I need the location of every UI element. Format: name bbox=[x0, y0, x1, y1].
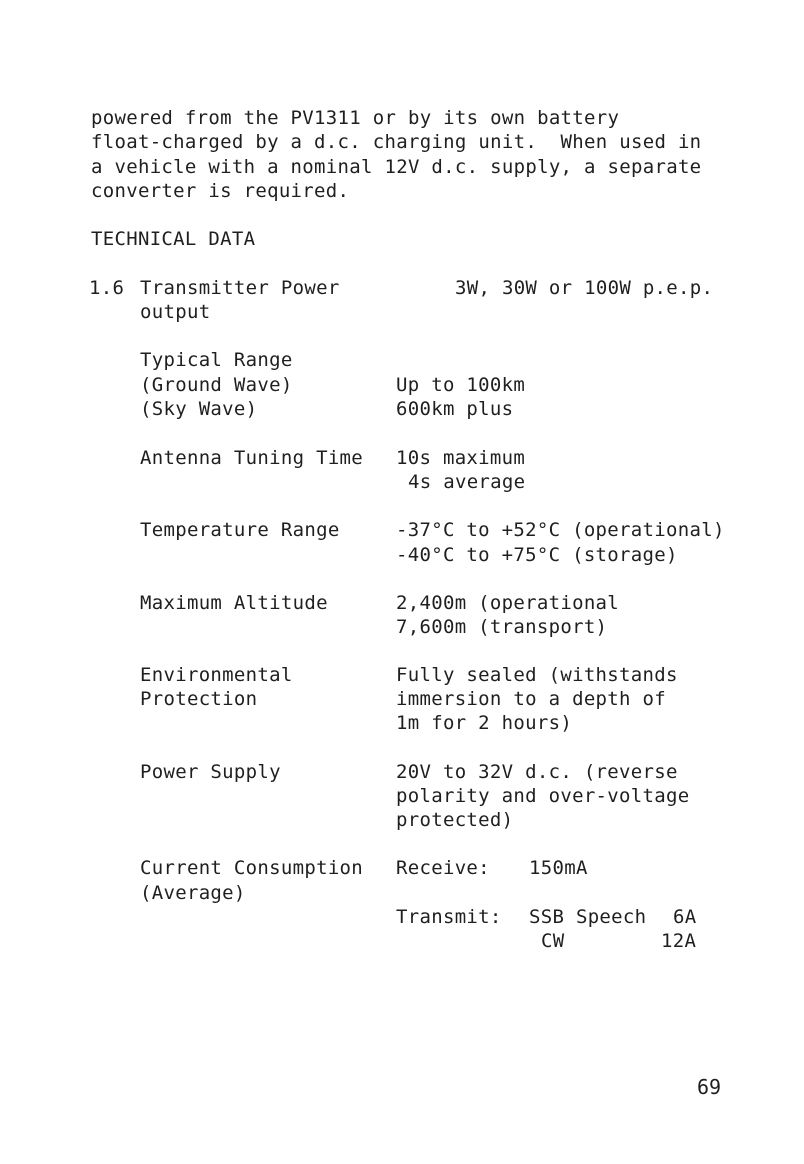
section-heading: TECHNICAL DATA bbox=[91, 228, 256, 250]
spec-value: immersion to a depth of bbox=[396, 688, 666, 710]
paragraph-number: 1.6 bbox=[89, 277, 125, 299]
spec-value: -40°C to +75°C (storage) bbox=[396, 544, 678, 566]
spec-label: Environmental bbox=[140, 664, 293, 686]
intro-line: float-charged by a d.c. charging unit. When used in bbox=[91, 131, 702, 153]
spec-value: polarity and over-voltage bbox=[396, 785, 690, 807]
spec-value: 10s maximum bbox=[396, 447, 526, 469]
spec-label: output bbox=[140, 301, 211, 323]
ssb-speech-label: SSB Speech bbox=[529, 906, 647, 928]
spec-value: 4s average bbox=[408, 471, 526, 493]
spec-label: Protection bbox=[140, 688, 258, 710]
spec-value: 1m for 2 hours) bbox=[396, 712, 573, 734]
spec-label: Transmitter Power bbox=[140, 277, 340, 299]
spec-value: Fully sealed (withstands bbox=[396, 664, 678, 686]
spec-label: Power Supply bbox=[140, 761, 281, 783]
spec-label: (Average) bbox=[140, 882, 246, 904]
spec-value: 7,600m (transport) bbox=[396, 616, 608, 638]
spec-value: protected) bbox=[396, 809, 514, 831]
spec-label: Typical Range bbox=[140, 349, 293, 371]
spec-label: Maximum Altitude bbox=[140, 592, 328, 614]
spec-value: 20V to 32V d.c. (reverse bbox=[396, 761, 678, 783]
spec-label: Current Consumption bbox=[140, 857, 364, 879]
spec-label: Temperature Range bbox=[140, 519, 340, 541]
ssb-speech-value: 6A bbox=[673, 906, 697, 928]
spec-label: (Sky Wave) bbox=[140, 398, 258, 420]
intro-line: a vehicle with a nominal 12V d.c. supply, a separate bbox=[91, 156, 702, 178]
spec-label: Antenna Tuning Time bbox=[140, 447, 364, 469]
spec-value: 600km plus bbox=[396, 398, 514, 420]
spec-value: -37°C to +52°C (operational) bbox=[396, 519, 725, 541]
cw-value: 12A bbox=[661, 930, 697, 952]
cw-label: CW bbox=[541, 930, 565, 952]
spec-value: 2,400m (operational bbox=[396, 592, 620, 614]
spec-label: (Ground Wave) bbox=[140, 374, 293, 396]
intro-line: converter is required. bbox=[91, 180, 350, 202]
receive-value: 150mA bbox=[529, 857, 588, 879]
page-number: 69 bbox=[697, 1075, 722, 1099]
spec-value: 3W, 30W or 100W p.e.p. bbox=[455, 277, 714, 299]
receive-label: Receive: bbox=[396, 857, 490, 879]
intro-line: powered from the PV1311 or by its own battery bbox=[91, 107, 620, 129]
transmit-label: Transmit: bbox=[396, 906, 502, 928]
spec-value: Up to 100km bbox=[396, 374, 526, 396]
